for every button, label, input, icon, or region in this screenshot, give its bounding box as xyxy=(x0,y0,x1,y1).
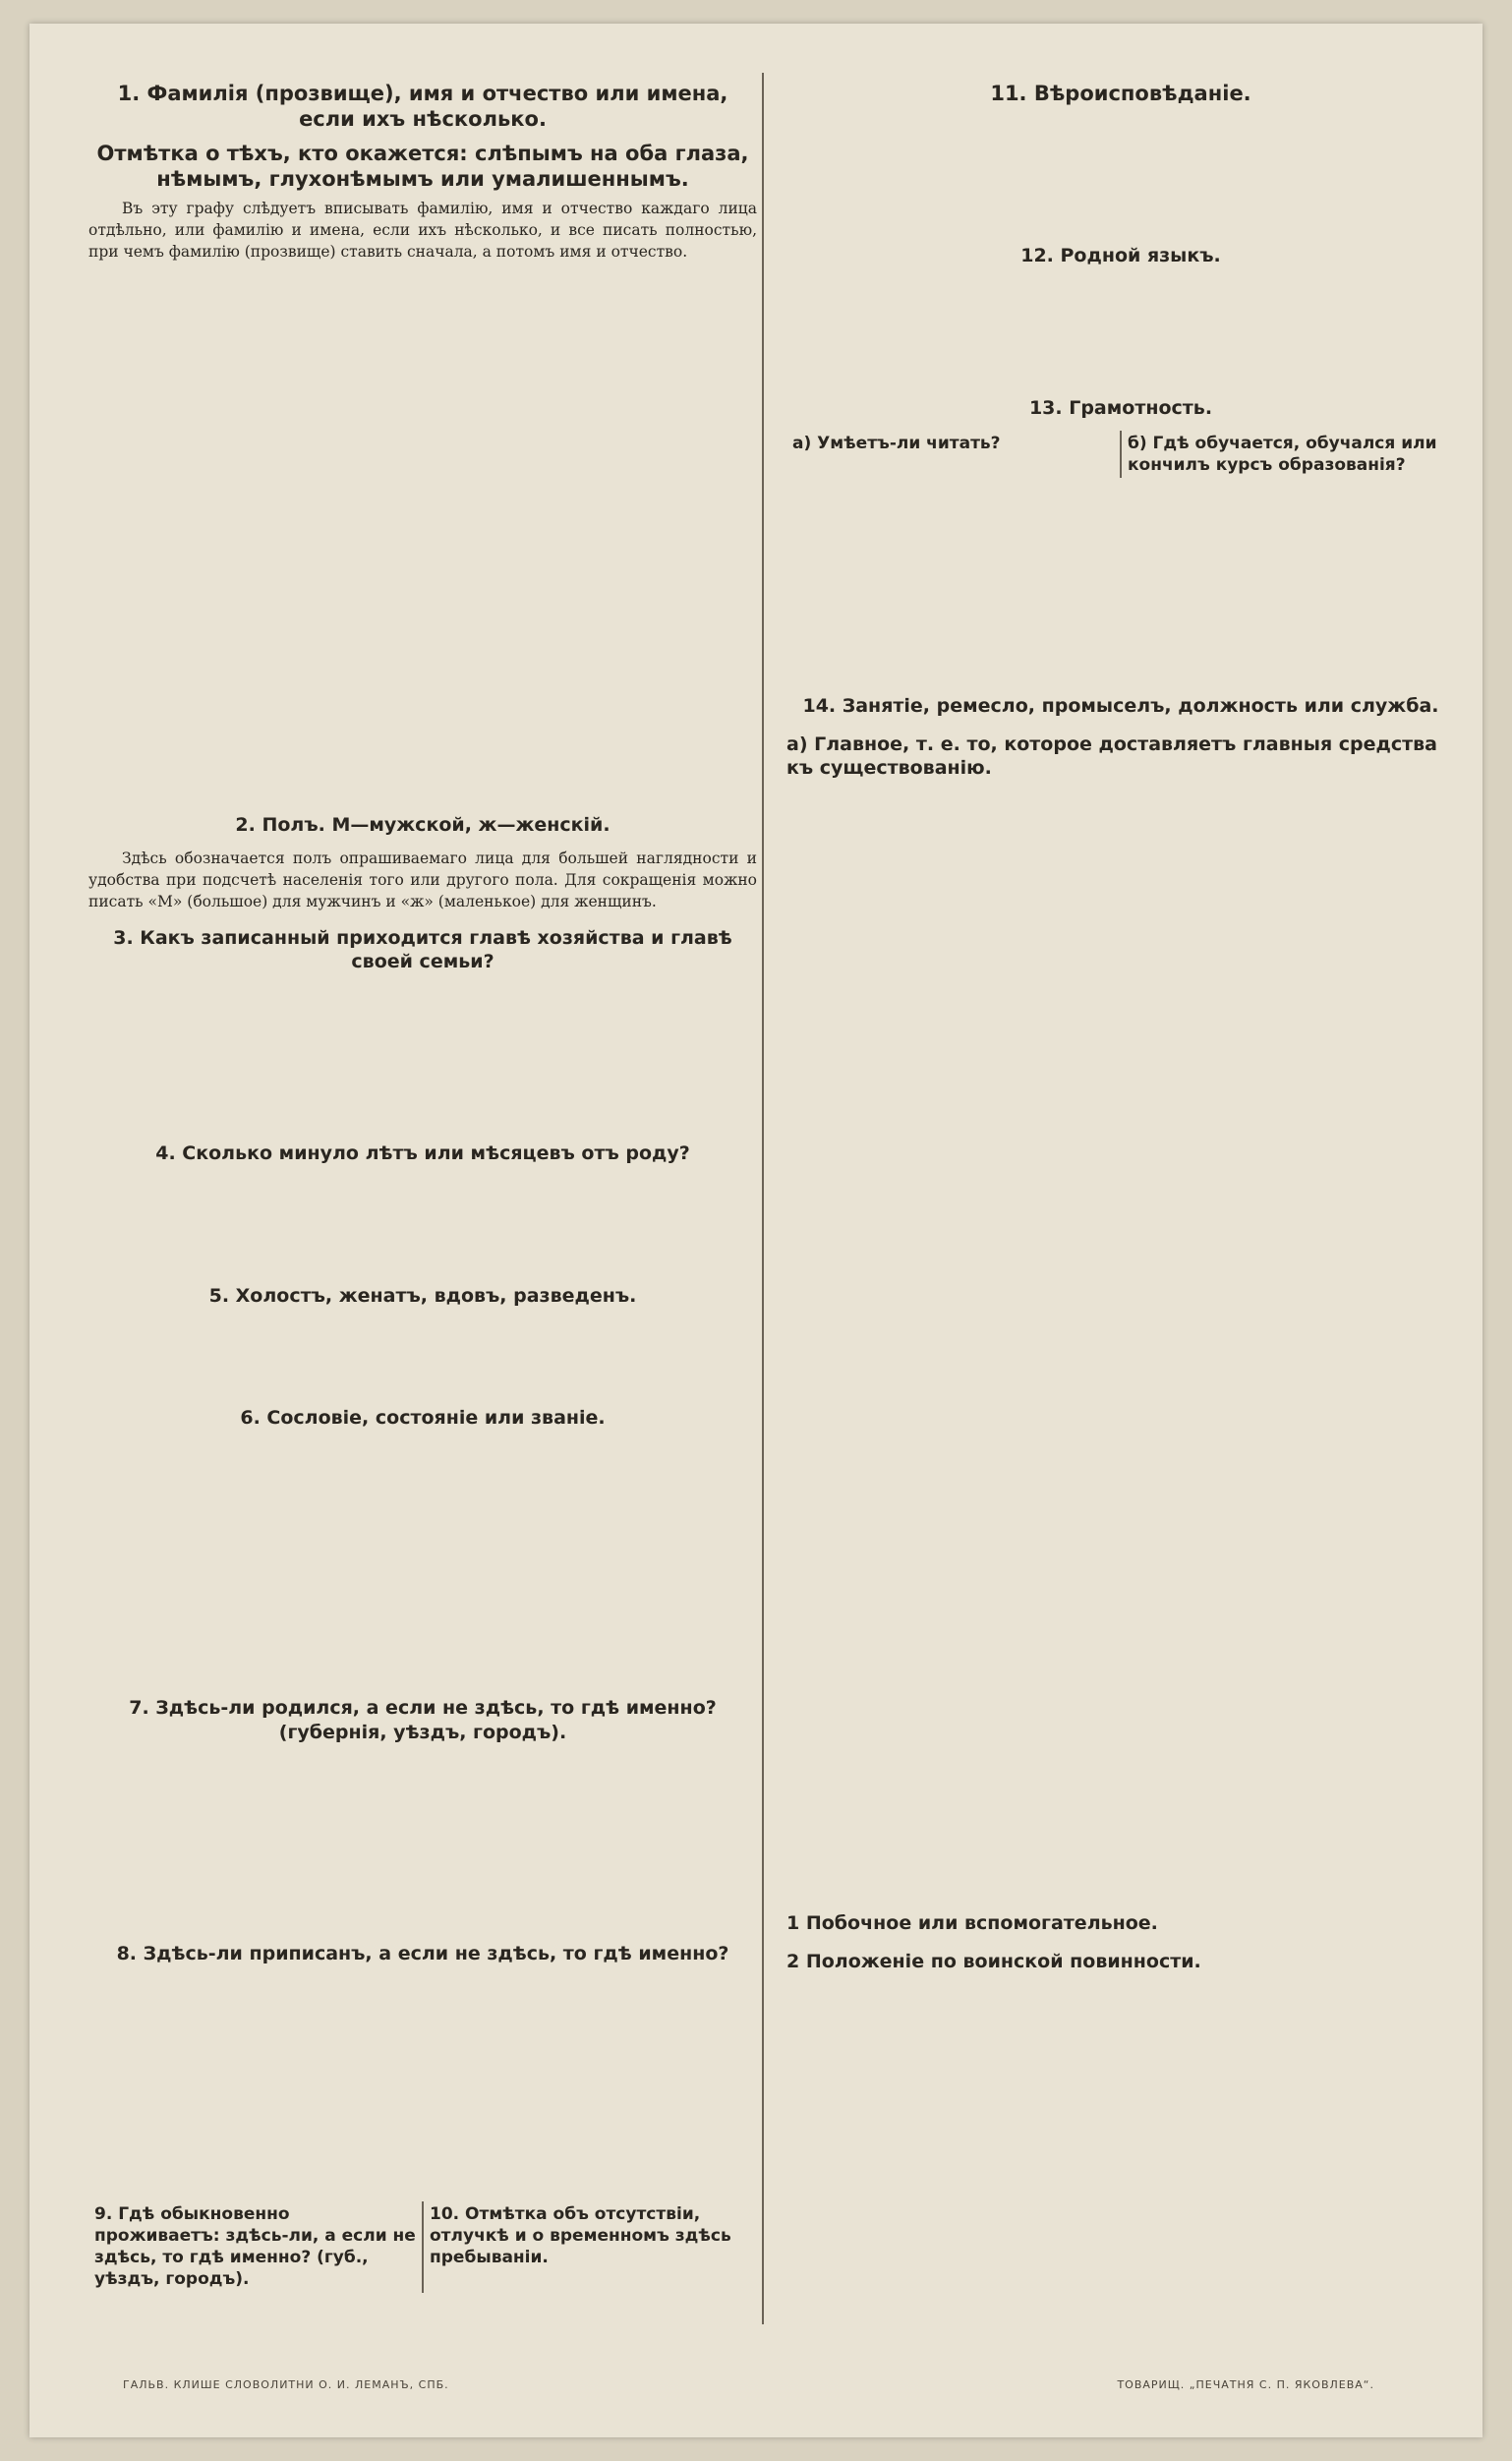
sections-9-10-header xyxy=(88,2201,757,2292)
section-14-title: 14. Занятіе, ремесло, промыселъ, должность или служба. xyxy=(802,694,1439,717)
section-14b-2-title: 2 Положеніе по воинской повинности. xyxy=(786,1950,1201,1972)
footer-left-imprint: ГАЛЬВ. КЛИШЕ СЛОВОЛИТНИ О. И. ЛЕМАНЪ, СПБ. xyxy=(123,2378,449,2391)
section-2-text: Здѣсь обозначается полъ опрашиваемаго лица для большей наглядности и удобства при подсчетѣ населенія того или другого пола. Для сокращенія можно писать «М» (большое) для мужчинъ и «ж» (маленькое) для женщинъ. xyxy=(88,849,757,910)
section-2-title: 2. Полъ. М—мужской, ж—женскій. xyxy=(235,814,611,836)
section-6-title: 6. Сословіе, состояніе или званіе. xyxy=(240,1407,606,1430)
left-column xyxy=(88,73,757,2315)
section-9-title: 9. Гдѣ обыкновенно проживаетъ: здѣсь-ли, а если не здѣсь, то гдѣ именно? (губ., уѣздъ, городъ). xyxy=(94,2204,416,2290)
section-7-title: 7. Здѣсь-ли родился, а если не здѣсь, то гдѣ именно? (губернія, уѣздъ, городъ). xyxy=(129,1697,717,1743)
section-14b-1-title: 1 Побочное или вспомогательное. xyxy=(786,1911,1158,1934)
footer-right-imprint: ТОВАРИЩ. „ПЕЧАТНЯ С. П. ЯКОВЛЕВА“. xyxy=(1117,2378,1374,2391)
section-13b-title: б) Гдѣ обучается, обучался или кончилъ курсъ образованія? xyxy=(1120,431,1455,478)
census-instruction-sheet xyxy=(29,24,1483,2437)
right-column xyxy=(786,73,1455,2315)
section-1-text: Въ эту графу слѣдуетъ вписывать фамилію, имя и отчество каждаго лица отдѣльно, или фамилію и имена, если ихъ нѣсколько, и все писать полностью, при чемъ фамилію (прозвище) ставить сначала, а потомъ имя и отчество. xyxy=(88,200,757,261)
section-4-title: 4. Сколько минуло лѣтъ или мѣсяцевъ отъ роду? xyxy=(155,1143,690,1165)
section-13-title: 13. Грамотность. xyxy=(1028,396,1213,419)
section-13-header xyxy=(786,431,1455,478)
column-divider xyxy=(762,73,764,2324)
section-8-title: 8. Здѣсь-ли приписанъ, а если не здѣсь, то гдѣ именно? xyxy=(116,1942,729,1964)
section-13a-title: а) Умѣетъ-ли читать? xyxy=(792,433,1001,453)
section-3-title: 3. Какъ записанный приходится главѣ хозяйства и главѣ своей семьи? xyxy=(113,926,732,973)
section-12-title: 12. Родной языкъ. xyxy=(1020,245,1221,267)
section-11-title: 11. Вѣроисповѣданіе. xyxy=(990,82,1251,105)
section-14a-title: а) Главное, т. е. то, которое доставляетъ главныя средства къ существованію. xyxy=(786,732,1437,780)
section-1-title: 1. Фамилія (прозвище), имя и отчество или имена, если ихъ нѣсколько. xyxy=(117,82,728,132)
section-5-title: 5. Холостъ, женатъ, вдовъ, разведенъ. xyxy=(208,1284,637,1307)
section-1-subtitle: Отмѣтка о тѣхъ, кто окажется: слѣпымъ на оба глаза, нѣмымъ, глухонѣмымъ или умалишеннымъ. xyxy=(96,141,749,191)
section-10-title: 10. Отмѣтка объ отсутствіи, отлучкѣ и о временномъ здѣсь пребываніи. xyxy=(422,2201,757,2292)
